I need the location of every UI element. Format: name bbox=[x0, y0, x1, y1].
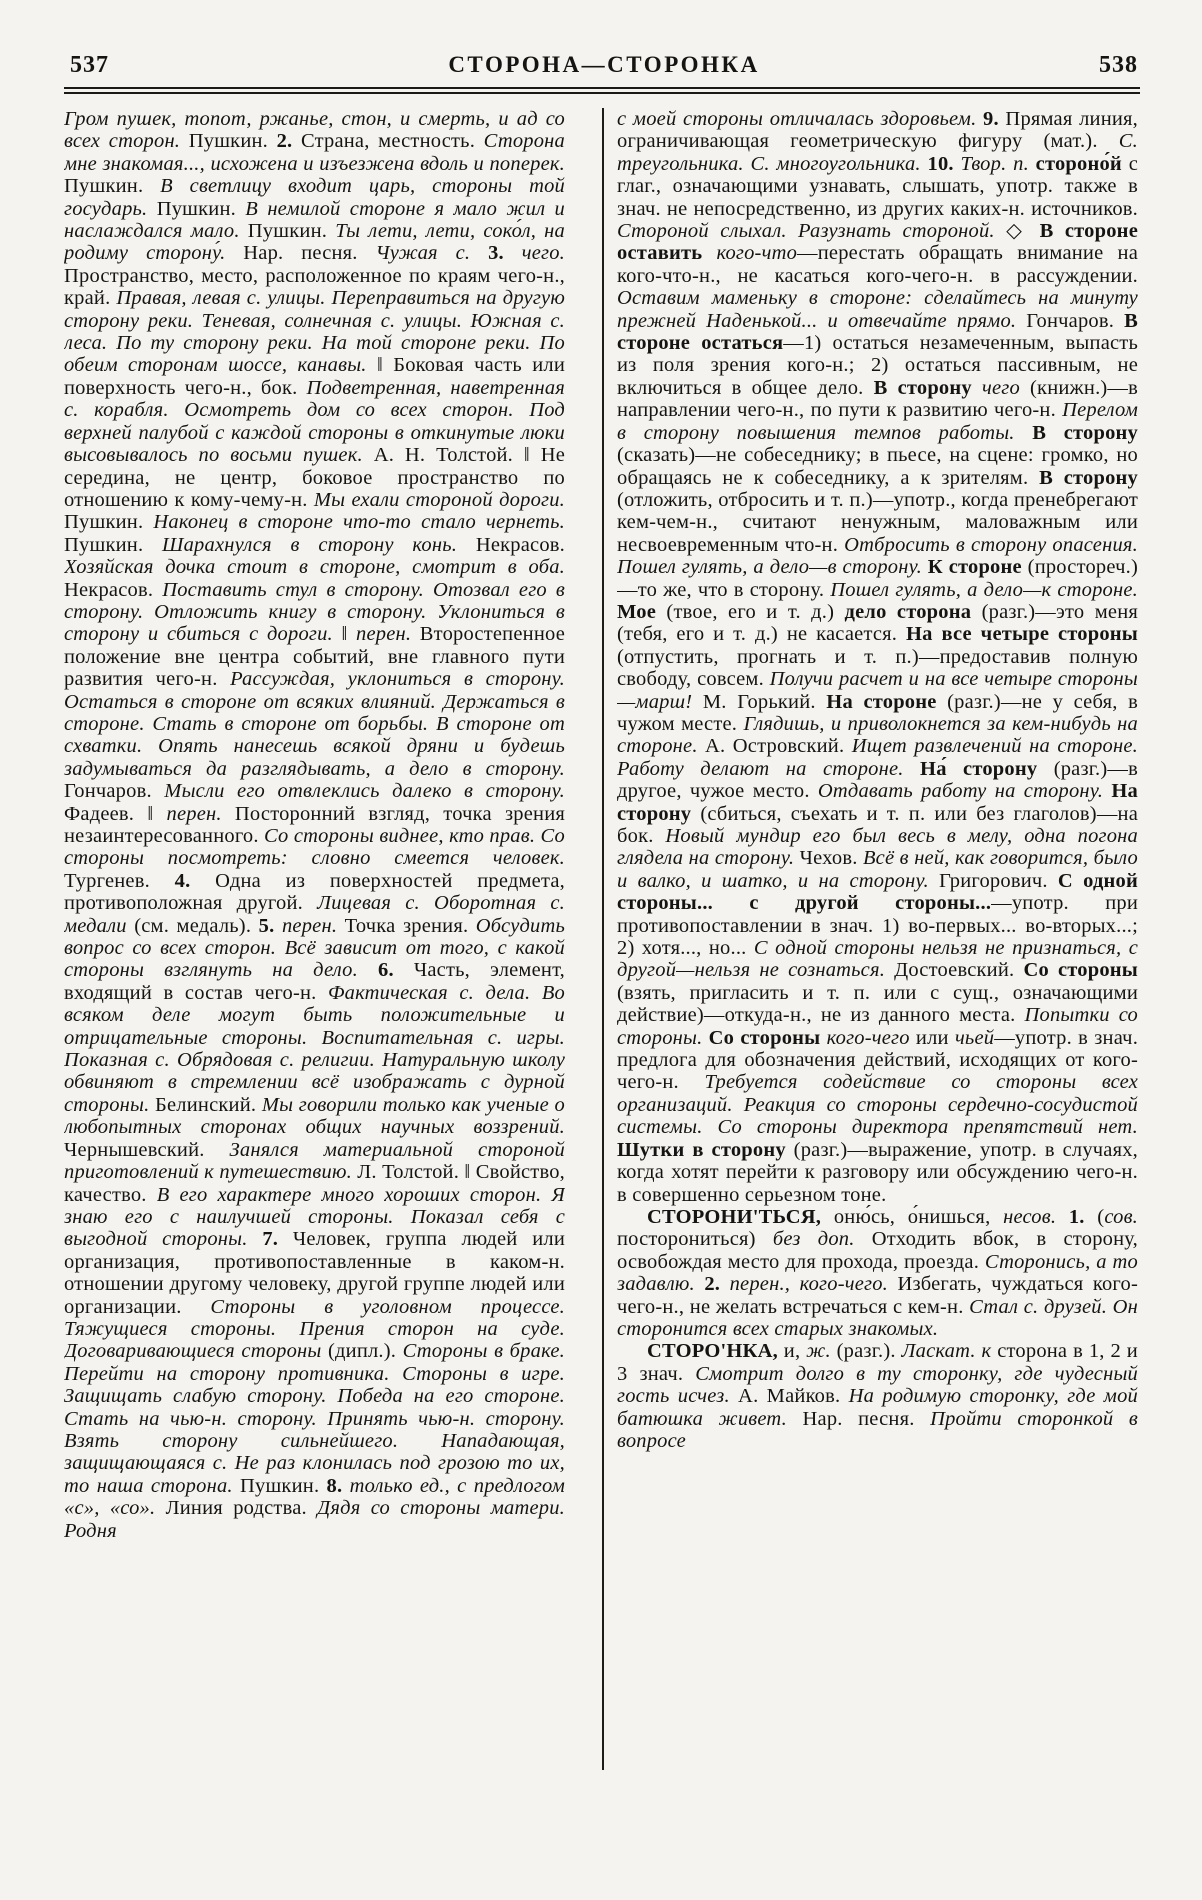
entry-storona-continuation-right: с моей стороны отличалась здоровьем. 9. Прямая линия, ограничивающая геометрическую фигуру (мат.). С. треугольника. С. многоугольника. 10. Твор. п. стороно́й с глаг., означающими узнавать, слышать, употр. также в знач. не непосредственно, из других каких-н. источников. Стороной слыхал. Разузнать стороной. ◇ В стороне оставить кого-что—перестать обращать внимание на кого-что-н., не касаться кого-чего-н. в рассуждении. Оставим маменьку в стороне: сделайтесь на минуту прежней Наденькой... и отвечайте прямо. Гончаров. В стороне остаться—1) остаться незамеченным, выпасть из поля зрения кого-н.; 2) остаться пассивным, не включиться в общее дело. В сторону чего (книжн.)—в направлении чего-н., по пути к развитию чего-н. Перелом в сторону повышения темпов работы. В сторону (сказать)—не собеседнику; в пьесе, на сцене: громко, но обращаясь не к собеседнику, а к зрителям. В сторону (отложить, отбросить и т. п.)—употр., когда пренебрегают кем-чем-н., считают ненужным, маловажным или несвоевременным что-н. Отбросить в сторону опасения. Пошел гулять, а дело—в сторону. К стороне (простореч.)—то же, что в сторону. Пошел гулять, а дело—к стороне. Мое (твое, его и т. д.) дело сторона (разг.)—это меня (тебя, его и т. д.) не касается. На все четыре стороны (отпустить, прогнать и т. п.)—предоставив полную свободу, совсем. Получи расчет и на все четыре стороны—марш! М. Горький. На стороне (разг.)—не у себя, в чужом месте. Глядишь, и приволокнется за кем-нибудь на стороне. А. Островский. Ищет развлечений на стороне. Работу делают на стороне. На́ сторону (разг.)—в другое, чужое место. Отдавать работу на сторону. На сторону (сбиться, съехать и т. п. или без глаголов)—на бок. Новый мундир его был весь в мелу, одна погона глядела на сторону. Чехов. Всё в ней, как говорится, было и валко, и шатко, и на сторону. Григорович. С одной стороны... с другой стороны...—употр. при противопоставлении в знач. 1) во-первых... во-вторых...; 2) хотя..., но... С одной стороны нельзя не признаться, с другой—нельзя не сознаться. Достоевский. Со стороны (взять, пригласить и т. п. или с сущ., означающими действие)—откуда-н., не из данного места. Попытки со стороны. Со стороны кого-чего или чьей—употр. в знач. предлога для обозначения действий, исходящих от кого-чего-н. Требуется содействие со стороны всех организаций. Реакция со стороны сердечно-сосудистой системы. Со стороны директора препятствий нет. Шутки в сторону (разг.)—выражение, употр. в случаях, когда хотят перейти к разговору или обсуждению чего-н. в совершенно серьезном тоне. bbox=[617, 108, 1138, 1206]
page-number-right: 538 bbox=[1099, 52, 1138, 78]
text-column-left bbox=[64, 108, 565, 1776]
text-column-right bbox=[617, 108, 1138, 1776]
page-number-left: 537 bbox=[70, 52, 109, 78]
header-double-rule bbox=[64, 87, 1140, 94]
column-divider-rule bbox=[602, 108, 604, 1770]
running-head-title: СТОРОНА—СТОРОНКА bbox=[448, 52, 760, 77]
entry-storonka: СТОРО'НКА, и, ж. (разг.). Ласкат. к сторона в 1, 2 и 3 знач. Смотрит долго в ту сторонку, где чудесный гость исчез. А. Майков. На родимую сторонку, где мой батюшка живет. Нар. песня. Пройти сторонкой в вопросе bbox=[617, 1340, 1138, 1452]
entry-storonitsya: СТОРОНИ'ТЬСЯ, оню́сь, о́нишься, несов. 1. (сов. посторониться) без доп. Отходить вбок, в сторону, освобождая место для прохода, проезда. Сторонись, а то задавлю. 2. перен., кого-чего. Избегать, чуждаться кого-чего-н., не желать встречаться с кем-н. Стал с. друзей. Он сторонится всех старых знакомых. bbox=[617, 1205, 1138, 1340]
text-columns bbox=[64, 108, 1138, 1776]
running-header bbox=[70, 52, 1138, 79]
entry-storona-continuation-left: Гром пушек, топот, ржанье, стон, и смерть, и ад со всех сторон. Пушкин. 2. Страна, местность. Сторона мне знакомая..., исхожена и изъезжена вдоль и поперек. Пушкин. В светлицу входит царь, стороны той государь. Пушкин. В немилой стороне я мало жил и наслаждался мало. Пушкин. Ты лети, лети, соко́л, на родиму сторону́. Нар. песня. Чужая с. 3. чего. Пространство, место, расположенное по краям чего-н., край. Правая, левая с. улицы. Переправиться на другую сторону реки. Теневая, солнечная с. улицы. Южная с. леса. По ту сторону реки. На той стороне реки. По обеим сторонам шоссе, канавы. ‖ Боковая часть или поверхность чего-н., бок. Подветренная, наветренная с. корабля. Осмотреть дом со всех сторон. Под верхней палубой с каждой стороны в откинутые люки высовывалось по восьми пушек. А. Н. Толстой. ‖ Не середина, не центр, боковое пространство по отношению к кому-чему-н. Мы ехали стороной дороги. Пушкин. Наконец в стороне что-то стало чернеть. Пушкин. Шарахнулся в сторону конь. Некрасов. Хозяйская дочка стоит в стороне, смотрит в оба. Некрасов. Поставить стул в сторону. Отозвал его в сторону. Отложить книгу в сторону. Уклониться в сторону и сбиться с дороги. ‖ перен. Второстепенное положение вне центра событий, вне главного пути развития чего-н. Рассуждая, уклониться в сторону. Остаться в стороне от всяких влияний. Держаться в стороне. Стать в стороне от борьбы. В стороне от схватки. Опять нанесешь всякой дряни и будешь задумываться да разглядывать, а дело в сторону. Гончаров. Мысли его отвлеклись далеко в сторону. Фадеев. ‖ перен. Посторонний взгляд, точка зрения незаинтересованного. Со стороны виднее, кто прав. Со стороны посмотреть: словно смеется человек. Тургенев. 4. Одна из поверхностей предмета, противоположная другой. Лицевая с. Оборотная с. медали (см. медаль). 5. перен. Точка зрения. Обсудить вопрос со всех сторон. Всё зависит от того, с какой стороны взглянуть на дело. 6. Часть, элемент, входящий в состав чего-н. Фактическая с. дела. Во всяком деле могут быть положительные и отрицательные стороны. Воспитательная с. игры. Показная с. Обрядовая с. религии. Натуральную школу обвиняют в стремлении всё изображать с дурной стороны. Белинский. Мы говорили только как ученые о любопытных сторонах общих научных воззрений. Чернышевский. Занялся материальной стороной приготовлений к путешествию. Л. Толстой. ‖ Свойство, качество. В его характере много хороших сторон. Я знаю его с наилучшей стороны. Показал себя с выгодной стороны. 7. Человек, группа людей или организация, противопоставленные в каком-н. отношении другому человеку, другой группе людей или организации. Стороны в уголовном процессе. Тяжущиеся стороны. Прения сторон на суде. Договаривающиеся стороны (дипл.). Стороны в браке. Перейти на сторону противника. Стороны в игре. Защищать слабую сторону. Победа на его стороне. Стать на чью-н. сторону. Принять чью-н. сторону. Взять сторону сильнейшего. Нападающая, защищающаяся с. Не раз клонилась под грозою то их, то наша сторона. Пушкин. 8. только ед., с предлогом «с», «со». Линия родства. Дядя со стороны матери. Родня bbox=[64, 108, 565, 1542]
